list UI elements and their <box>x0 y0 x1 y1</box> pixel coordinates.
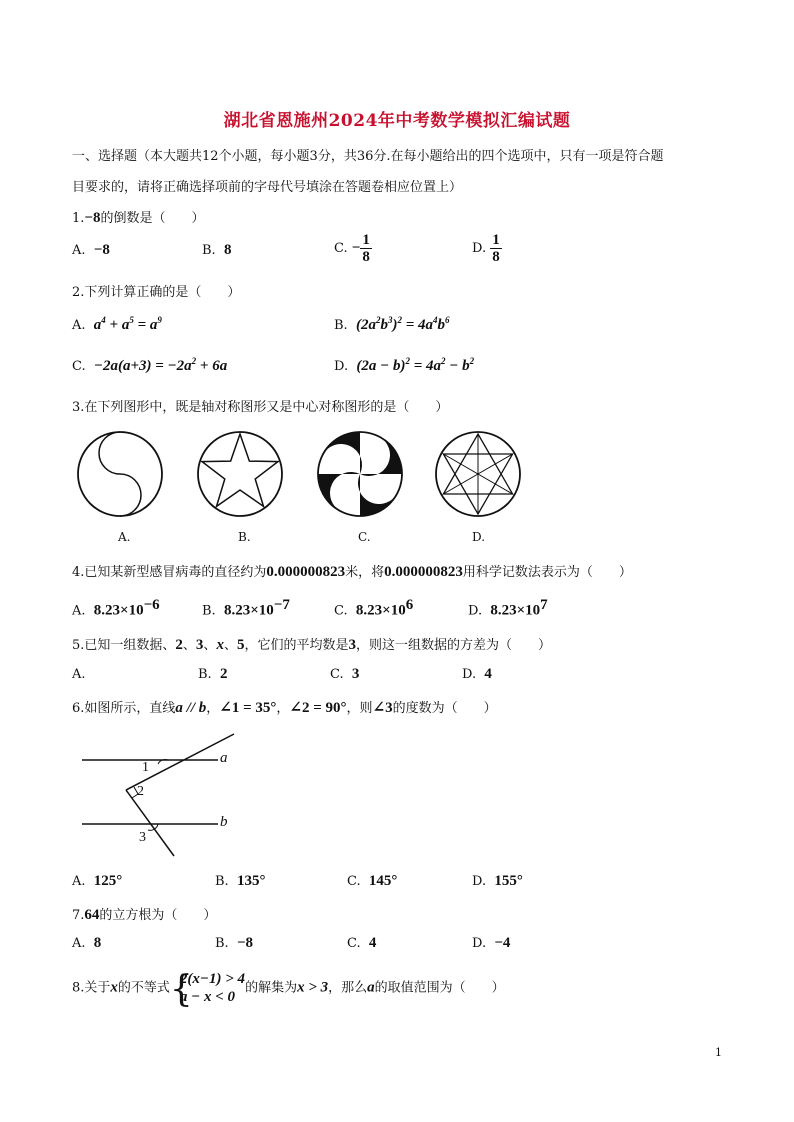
question-2-stem: 2.下列计算正确的是（ ） <box>72 285 241 300</box>
question-3-stem: 3.在下列图形中，既是轴对称图形又是中心对称图形的是（ ） <box>72 400 449 415</box>
line-a-label: a <box>220 750 228 766</box>
pinwheel-figure <box>310 424 410 524</box>
q5-option-d[interactable]: D. 4 <box>462 666 492 682</box>
q5-option-c[interactable]: C. 3 <box>330 666 360 682</box>
question-1-stem: 1.−8的倒数是（ ） <box>72 210 205 226</box>
q1-option-b[interactable]: B. 8 <box>202 242 232 258</box>
star-in-circle-figure <box>190 424 290 524</box>
fraction: $\frac{1}{8}$ <box>362 232 370 265</box>
q1-option-a[interactable]: A. −8 <box>72 242 110 258</box>
q2-option-c[interactable]: C. $-2a(a+3) = -2a^2 + 6a$ <box>72 356 228 374</box>
figure-label-b[interactable]: B. <box>238 530 251 544</box>
q1-option-d[interactable]: D. $\frac{1}{8}$ <box>472 232 500 265</box>
q7-option-b[interactable]: B. −8 <box>215 935 254 951</box>
hexagram-figure <box>428 424 528 524</box>
q7-option-a[interactable]: A. 8 <box>72 935 102 951</box>
section-instructions-line2: 目要求的，请将正确选择项前的字母代号填涂在答题卷相应位置上） <box>72 180 463 195</box>
inequality-system: { 2(x−1) > 4 a − x < 0 <box>169 969 246 1010</box>
q2-option-d[interactable]: D. $(2a - b)^2 = 4a^2 - b^2$ <box>334 356 475 374</box>
figure-label-a[interactable]: A. <box>118 530 131 544</box>
page-title: 湖北省恩施州2024年中考数学模拟汇编试题 <box>223 111 571 131</box>
q4-option-d[interactable]: D. $8.23\times 10^7$ <box>468 597 548 619</box>
q7-option-c[interactable]: C. 4 <box>347 935 377 951</box>
q4-option-b[interactable]: B. $8.23\times 10^{-7}$ <box>202 597 290 619</box>
angle-3-label: 3 <box>139 830 146 845</box>
q6-option-a[interactable]: A. 125° <box>72 873 123 889</box>
q7-option-d[interactable]: D. −4 <box>472 935 511 951</box>
q5-option-a[interactable]: A. <box>72 667 86 682</box>
q5-option-b[interactable]: B. 2 <box>198 666 228 682</box>
page-number: 1 <box>715 1046 722 1059</box>
yin-yang-figure <box>70 424 170 524</box>
question-4-stem: 4.已知某新型感冒病毒的直径约为0.000000823米，将0.000000823用科学记数法表示为（ ） <box>72 564 632 580</box>
question-5-stem: 5.已知一组数据、2、3、x、5，它们的平均数是3，则这一组数据的方差为（ ） <box>72 637 551 653</box>
q4-option-c[interactable]: C. $8.23\times 10^6$ <box>334 597 414 619</box>
q1-option-c[interactable]: C. − $\frac{1}{8}$ <box>334 232 370 265</box>
q6-option-c[interactable]: C. 145° <box>347 873 398 889</box>
angle-2-label: 2 <box>137 784 144 799</box>
q6-option-b[interactable]: B. 135° <box>215 873 266 889</box>
angle-1-label: 1 <box>142 760 149 775</box>
figure-label-c[interactable]: C. <box>358 530 371 544</box>
section-instructions-line1: 一、选择题（本大题共12个小题，每小题3分，共36分.在每小题给出的四个选项中，只有一项是符合题 <box>72 149 664 164</box>
q2-option-b[interactable]: B. $(2a^2b^3)^2 = 4a^4b^6$ <box>334 315 450 333</box>
question-7-stem: 7.64的立方根为（ ） <box>72 907 217 923</box>
q6-option-d[interactable]: D. 155° <box>472 873 523 889</box>
fraction: $\frac{1}{8}$ <box>492 232 500 265</box>
question-8-stem: 8.关于x的不等式 { 2(x−1) > 4 a − x < 0 的解集为x > 3，那么a的取值范围为（ ） <box>72 969 505 1010</box>
question-6-stem: 6.如图所示，直线a // b，∠1 = 35°，∠2 = 90°，则∠3的度数为（ ） <box>72 700 497 716</box>
line-b-label: b <box>220 814 228 830</box>
q4-option-a[interactable]: A. $8.23\times 10^{-6}$ <box>72 597 160 619</box>
q2-option-a[interactable]: A. $a^4 + a^5 = a^9$ <box>72 315 162 333</box>
figure-label-d[interactable]: D. <box>472 530 486 544</box>
